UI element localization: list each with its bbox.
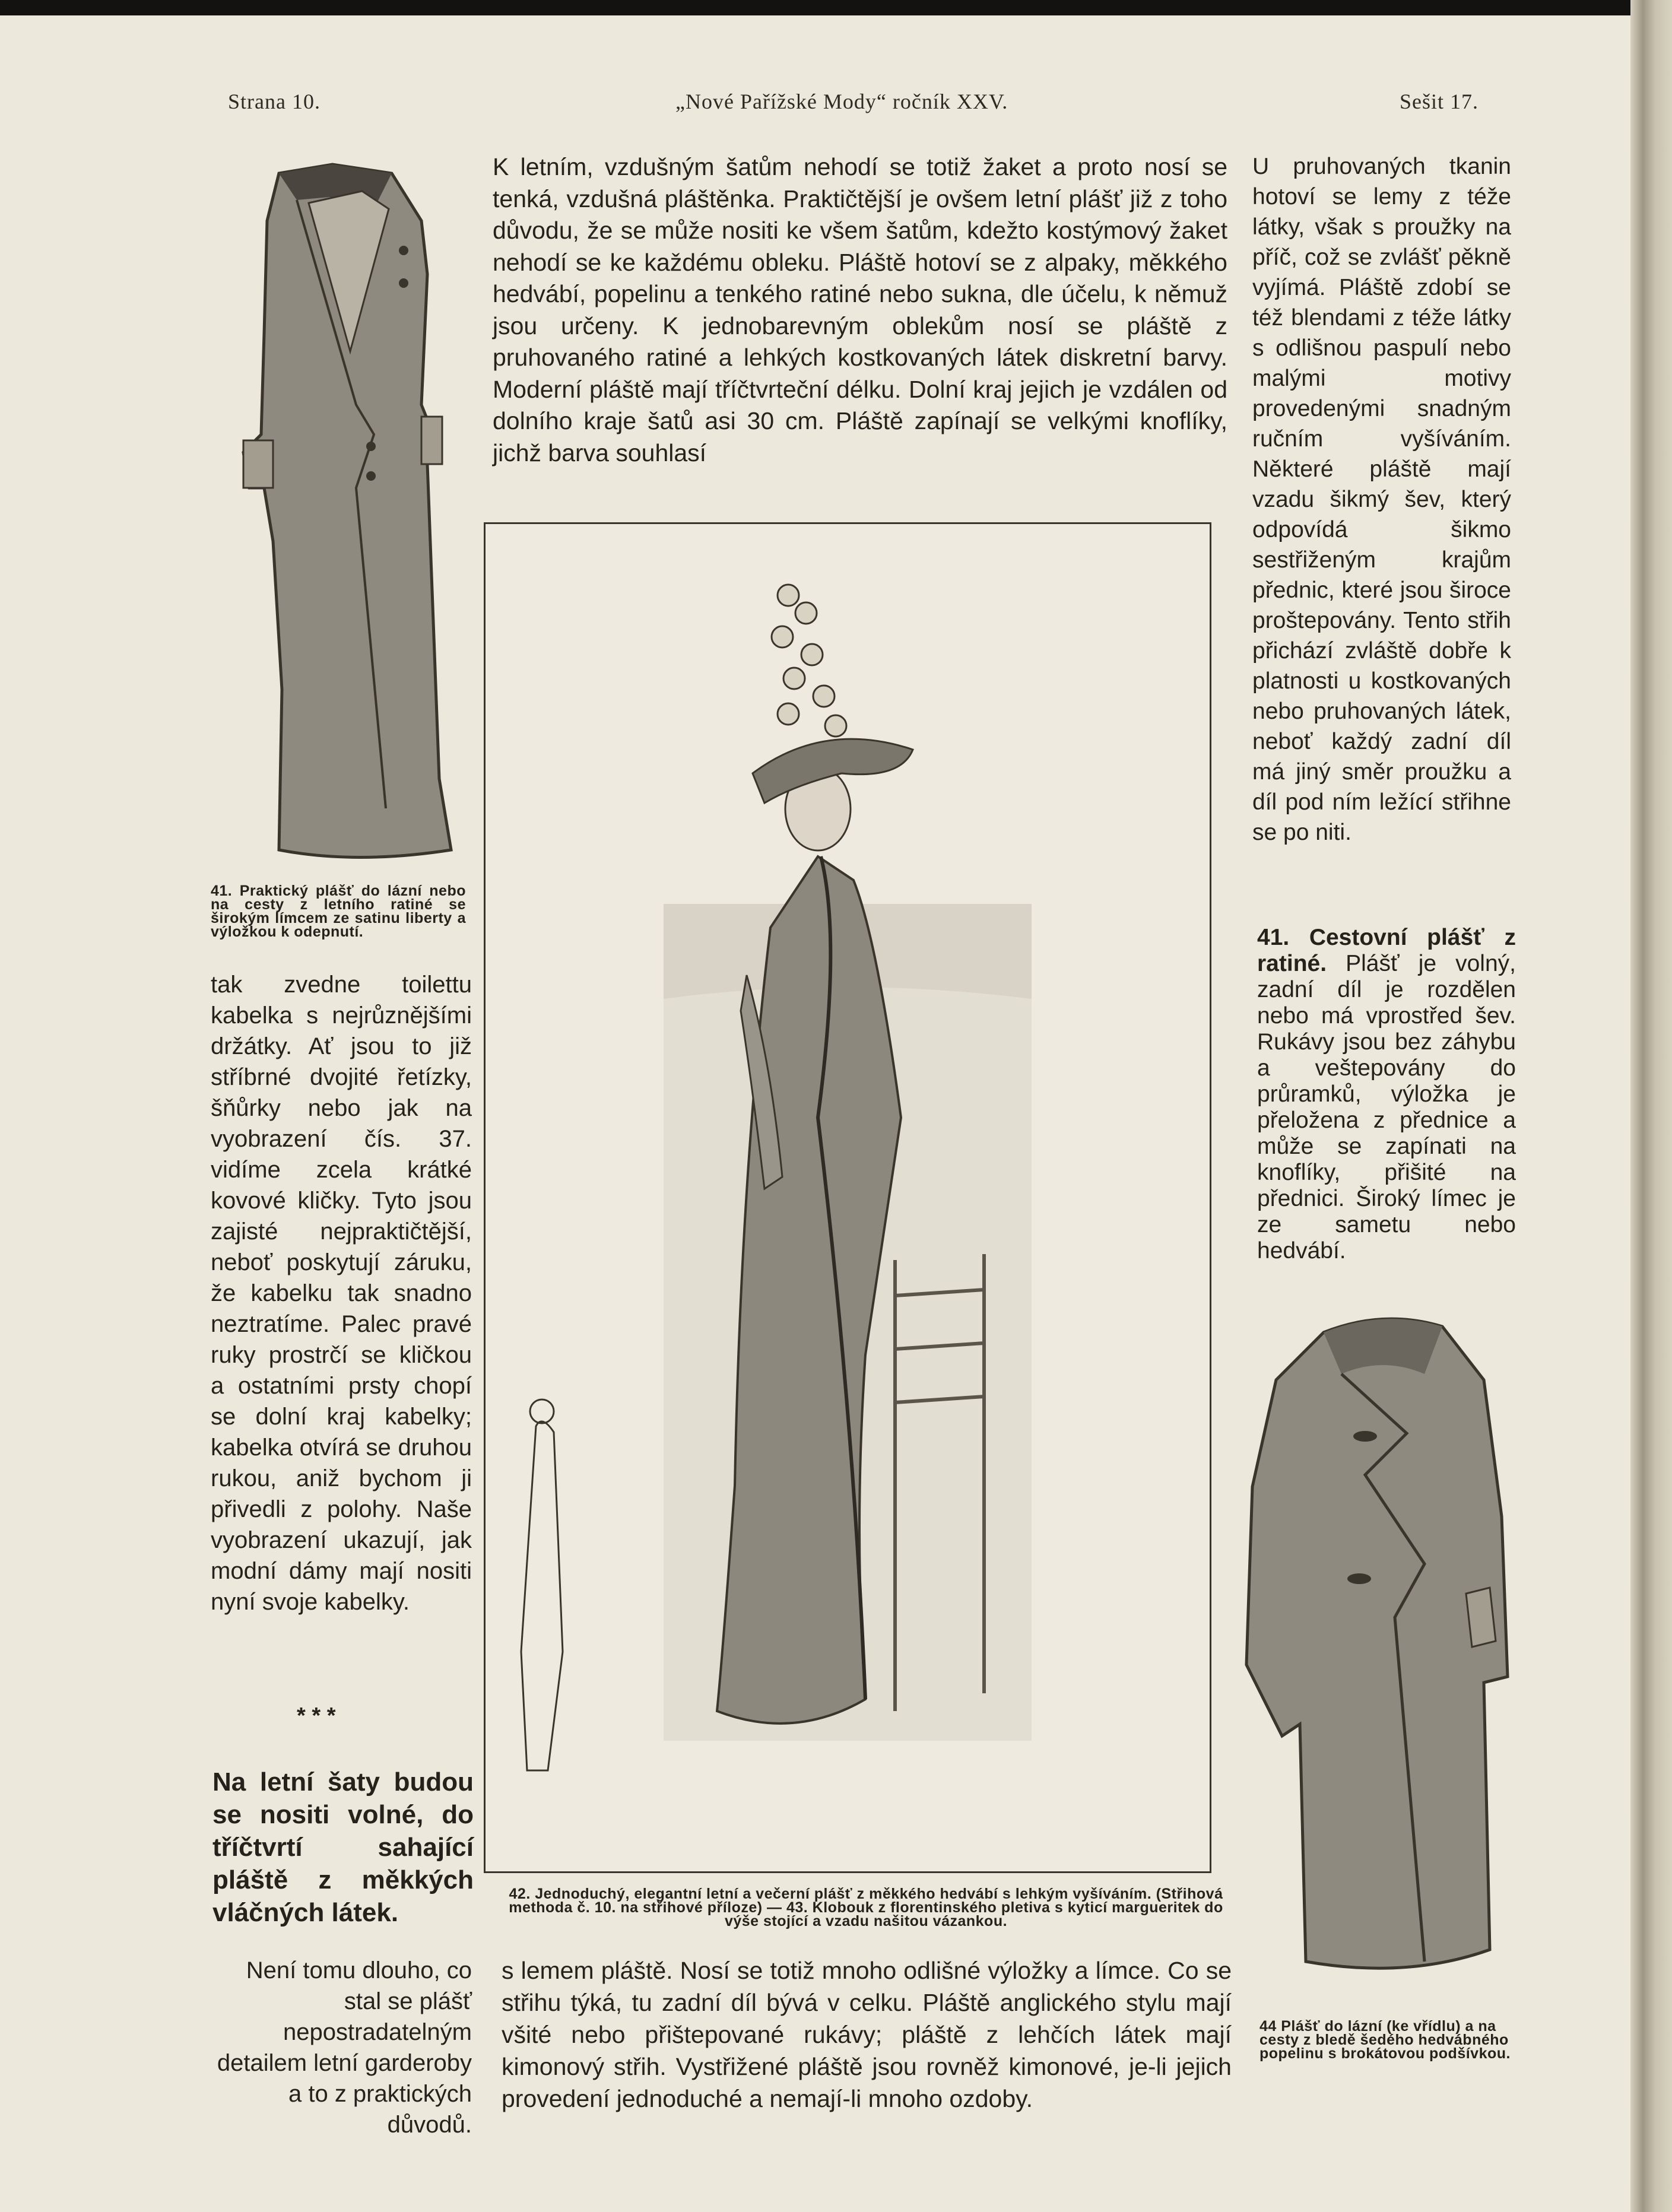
right-column-description	[1257, 925, 1516, 1264]
issue-number: Sešit 17.	[1400, 90, 1479, 113]
section-subheading: Na letní šaty budou se nositi volné, do tříčtvrtí sahající pláště z měkkých vláčných látek.	[212, 1767, 474, 1927]
figure-41-coat-illustration	[208, 155, 475, 868]
figure-41-caption: 41. Praktický plášť do lázní nebo na cesty z letního ratiné se širokým límcem ze satinu liberty a výložkou k odepnutí.	[211, 883, 466, 940]
scan-right-edge	[1630, 0, 1672, 2212]
figure-44-coat-illustration	[1229, 1309, 1525, 2000]
middle-column-top-text: K letním, vzdušným šatům nehodí se totiž žaket a proto nosí se tenká, vzdušná pláštěnka. Praktičtější je ovšem letní plášť již z toho důvodu, že se může nositi ke všem šatům, kdežto kostýmový žaket nehodí se ke každému obleku. Pláště hotoví se z alpaky, měkkého hedvábí, popelinu a tenkého ratiné nebo sukna, dle účelu, k němuž jsou určeny. K jednobarevným oblekům nosí se pláště z pruhovaného ratiné a lehkých kostkovaných látek diskretní barvy. Moderní pláště mají tříčtvrteční délku. Dolní kraj jejich je vzdálen od dolního kraje šatů asi 30 cm. Pláště zapínají se velkými knoflíky, jichž barva souhlasí	[493, 153, 1227, 466]
figure-42-frame	[484, 522, 1211, 1873]
figure-41-description-text: Plášť je volný, zadní díl je rozdělen nebo má vprostřed šev. Rukávy jsou bez záhybu a veštepovány do průramků, výložka je přeložena z přednice a může se zapínati na knoflíky, přišité na přednici. Široký límec je ze sametu nebo hedvábí.	[1257, 951, 1516, 1264]
scan-top-edge	[0, 0, 1672, 15]
middle-column-bottom-text: s lemem pláště. Nosí se totiž mnoho odlišné výložky a límce. Co se střihu týká, tu zadní díl bývá v celku. Pláště anglického stylu mají všité nebo přištepované rukávy; pláště z lehčích látek mají kimonový střih. Vystřižené pláště jsou rovněž kimonové, je-li jejich provedení jednoduché a nemají-li mnoho ozdoby.	[502, 1957, 1232, 2112]
journal-title: „Nové Pařížské Mody“ ročník XXV.	[675, 90, 1008, 113]
right-column-top-text: U pruhovaných tkanin hotoví se lemy z téže látky, však s proužky na příč, což se zvlášť pěkně vyjímá. Pláště zdobí se též blendami z téže látky s odlišnou paspulí nebo malými motivy provedenými snadným ručním vyšíváním. Některé pláště mají vzadu šikmý šev, který odpovídá šikmo sestřiženým krajům přednic, které jsou široce proštepovány. Tento střih přichází zvláště dobře k platnosti u kostkovaných nebo pruhovaných látek, neboť každý zadní díl má jiný směr proužku a díl pod ním ležící střihne se po niti.	[1252, 154, 1511, 845]
figure-42-43-caption: 42. Jednoduchý, elegantní letní a večerní plášť z měkkého hedvábí s lehkým vyšíváním. (Střihová methoda č. 10. na střihové příloze) — 43. Klobouk z florentinského pletiva s kyticí margueritek do výše stojící a vzadu našitou vázankou.	[509, 1886, 1223, 1929]
page-number: Strana 10.	[228, 90, 321, 113]
left-column-bottom-text: Není tomu dlouho, co stal se plášť nepostradatelným detailem letní garderoby a to z praktických důvodů.	[217, 1957, 472, 2138]
figure-44-caption: 44 Plášť do lázní (ke vřídlu) a na cesty z bledě šedého hedvábného popelinu s brokátovou podšívkou.	[1259, 2018, 1511, 2062]
section-separator-stars: * * *	[297, 1703, 336, 1728]
figure-41-description-heading: 41. Cestovní plášť z ratiné.	[1257, 925, 1516, 976]
left-column-text: tak zvedne toilettu kabelka s nejrůznějšími držátky. Ať jsou to již stříbrné dvojité řetízky, šňůrky nebo jak na vyobrazení čís. 37. vidíme zcela krátké kovové kličky. Tyto jsou zajisté nejpraktičtější, neboť poskytují záruku, že kabelku tak snadno neztratíme. Palec pravé ruky prostrčí se kličkou a ostatními prsty chopí se dolní kraj kabelky; kabelka otvírá se druhou rukou, aniž bychom ji přivedli z polohy. Naše vyobrazení ukazují, jak modní dámy mají nositi nyní svoje kabelky.	[211, 972, 472, 1615]
